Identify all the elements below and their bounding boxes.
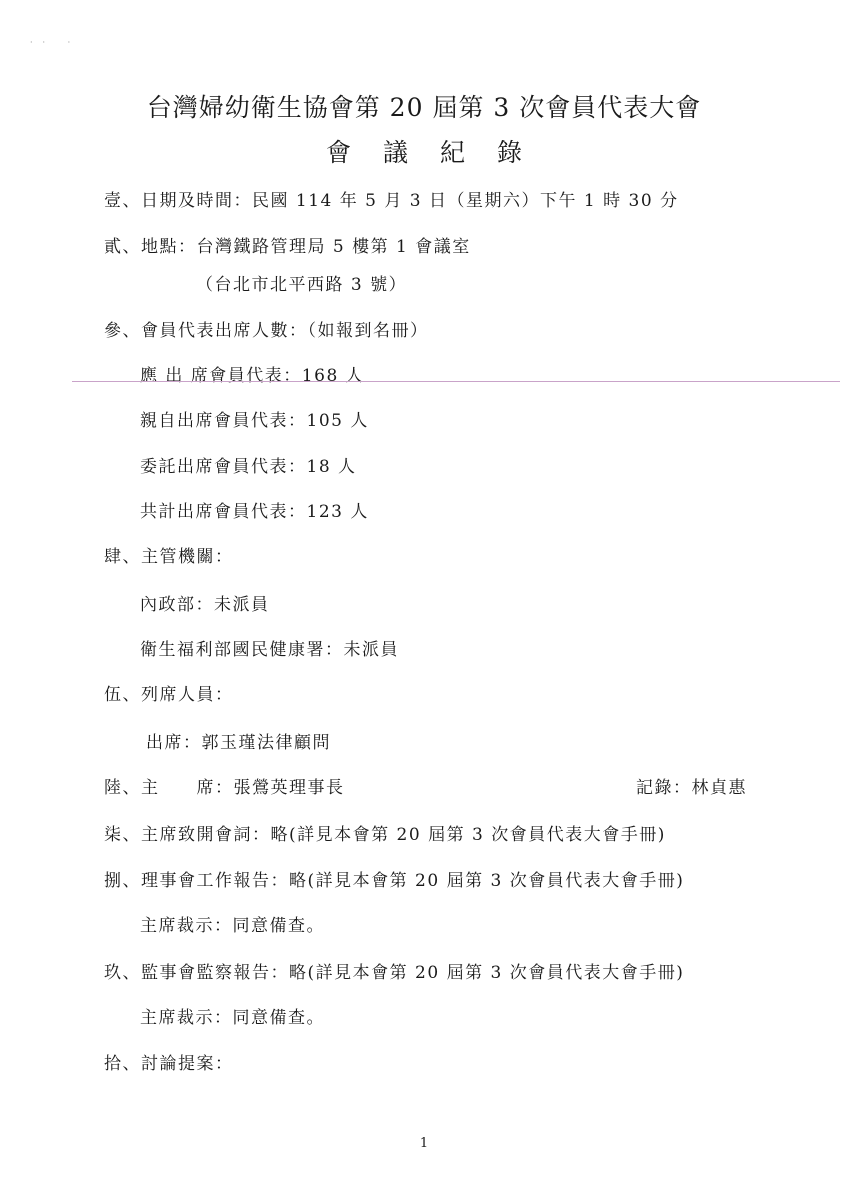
- supervisor-report-line: 玖、監事會監察報告：略(詳見本會第 20 屆第 3 次會員代表大會手冊): [104, 963, 685, 983]
- attendee-line: 出席：郭玉瑾法律顧問: [146, 733, 331, 753]
- authority-health: 衛生福利部國民健康署：未派員: [140, 640, 399, 660]
- proposals-heading: 拾、討論提案：: [104, 1054, 234, 1074]
- opening-speech-line: 柒、主席致開會詞：略(詳見本會第 20 屆第 3 次會員代表大會手冊): [104, 825, 666, 845]
- chairperson-line: 陸、主 席：張鶯英理事長: [104, 778, 345, 798]
- page-title: 台灣婦幼衛生協會第 20 屆第 3 次會員代表大會: [146, 93, 702, 122]
- date-time-line: 壹、日期及時間：民國 114 年 5 月 3 日（星期六）下午 1 時 30 分: [104, 191, 679, 211]
- attendees-heading: 伍、列席人員：: [104, 685, 234, 705]
- authority-heading: 肆、主管機關：: [104, 547, 234, 567]
- page-subtitle: 會議紀錄: [325, 138, 554, 167]
- board-report-ruling: 主席裁示：同意備查。: [140, 916, 325, 936]
- scan-line: [72, 381, 840, 382]
- page-number: 1: [419, 1136, 429, 1151]
- authority-interior: 內政部：未派員: [140, 595, 270, 615]
- expected-attendance: 應 出 席會員代表：168 人: [140, 366, 365, 386]
- supervisor-report-ruling: 主席裁示：同意備查。: [140, 1008, 325, 1028]
- proxy-attendance: 委託出席會員代表：18 人: [140, 457, 357, 477]
- scan-specks: ·· ·: [30, 38, 81, 47]
- address-line: （台北市北平西路 3 號）: [196, 275, 408, 295]
- attendance-heading: 參、會員代表出席人數：（如報到名冊）: [104, 321, 429, 341]
- location-line: 貳、地點：台灣鐵路管理局 5 樓第 1 會議室: [104, 237, 471, 257]
- recorder-line: 記錄：林貞惠: [636, 778, 747, 798]
- total-attendance: 共計出席會員代表：123 人: [140, 502, 369, 522]
- personal-attendance: 親自出席會員代表：105 人: [140, 411, 369, 431]
- board-report-line: 捌、理事會工作報告：略(詳見本會第 20 屆第 3 次會員代表大會手冊): [104, 871, 685, 891]
